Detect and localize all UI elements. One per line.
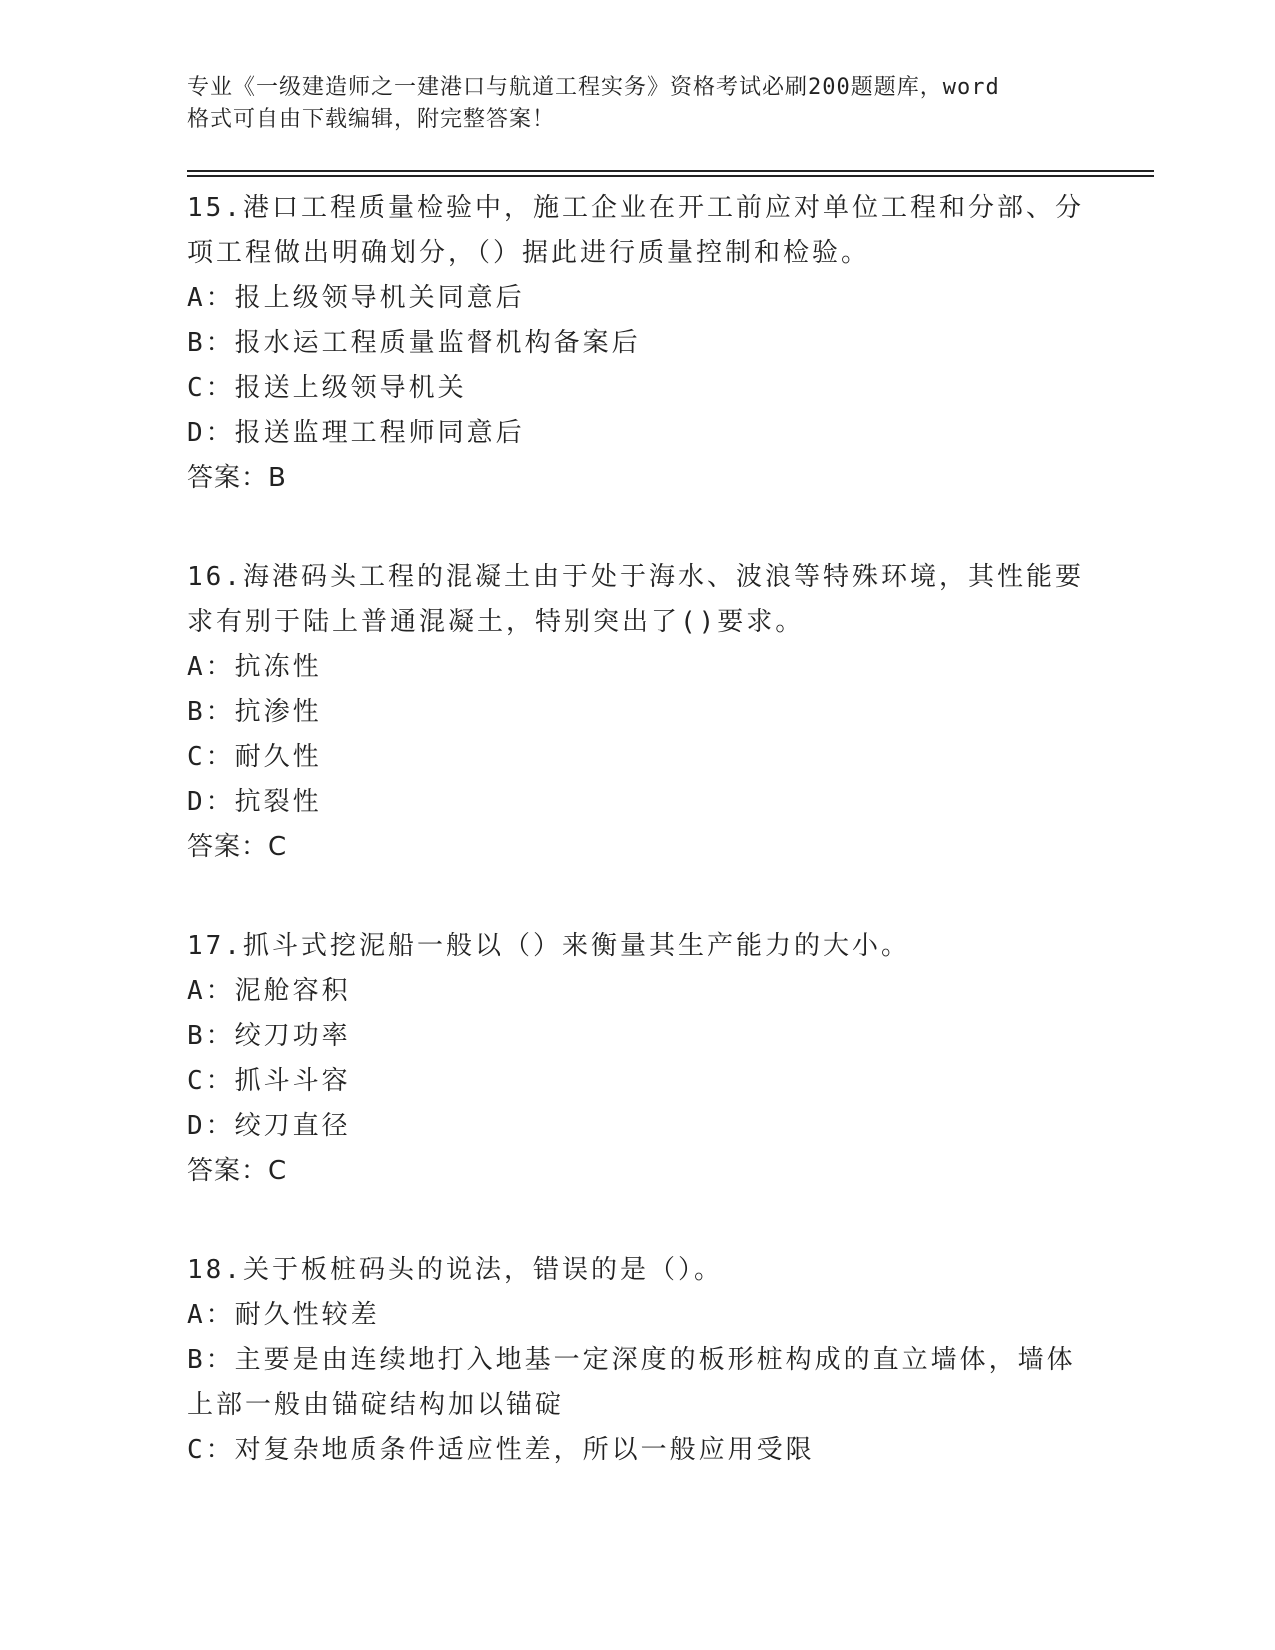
question-option: B：报水运工程质量监督机构备案后: [187, 328, 641, 358]
question-option: C：对复杂地质条件适应性差，所以一般应用受限: [187, 1435, 815, 1465]
question-stem: 15.港口工程质量检验中，施工企业在开工前应对单位工程和分部、分: [187, 193, 1084, 223]
question-option: D：报送监理工程师同意后: [187, 418, 525, 448]
question-stem: 18.关于板桩码头的说法，错误的是（）。: [187, 1255, 723, 1285]
question-block: [187, 555, 1087, 870]
header-line-1: 专业《一级建造师之一建港口与航道工程实务》资格考试必刷200题题库，word: [187, 75, 1000, 100]
question-block: [187, 1248, 1087, 1473]
question-option: D：绞刀直径: [187, 1111, 351, 1141]
header-rule-bottom: [187, 175, 1154, 177]
question-stem: 项工程做出明确划分，（）据此进行质量控制和检验。: [187, 238, 871, 268]
question-answer: 答案：C: [187, 832, 288, 862]
question-block: [187, 924, 1087, 1194]
header-line-2: 格式可自由下载编辑，附完整答案！: [187, 107, 556, 132]
question-option: B：抗渗性: [187, 697, 322, 727]
question-stem: 求有别于陆上普通混凝土，特别突出了()要求。: [187, 607, 805, 637]
question-option: A：报上级领导机关同意后: [187, 283, 525, 313]
question-stem: 17.抓斗式挖泥船一般以（）来衡量其生产能力的大小。: [187, 931, 910, 961]
question-option: C：耐久性: [187, 742, 322, 772]
question-option: 上部一般由锚碇结构加以锚碇: [187, 1390, 565, 1420]
question-option: C：抓斗斗容: [187, 1066, 351, 1096]
question-answer: 答案：C: [187, 1156, 288, 1186]
question-block: [187, 186, 1087, 501]
question-option: A：抗冻性: [187, 652, 322, 682]
question-option: A：耐久性较差: [187, 1300, 380, 1330]
question-list: [187, 186, 1087, 1473]
question-option: B：主要是由连续地打入地基一定深度的板形桩构成的直立墙体，墙体: [187, 1345, 1076, 1375]
question-option: C：报送上级领导机关: [187, 373, 467, 403]
question-option: A：泥舱容积: [187, 976, 351, 1006]
question-gap: [187, 501, 1087, 555]
document-header: [187, 72, 1067, 136]
question-stem: 16.海港码头工程的混凝土由于处于海水、波浪等特殊环境，其性能要: [187, 562, 1084, 592]
question-gap: [187, 1194, 1087, 1248]
question-gap: [187, 870, 1087, 924]
header-rule-top: [187, 170, 1154, 172]
question-option: B：绞刀功率: [187, 1021, 351, 1051]
question-option: D：抗裂性: [187, 787, 322, 817]
question-answer: 答案：B: [187, 463, 287, 493]
